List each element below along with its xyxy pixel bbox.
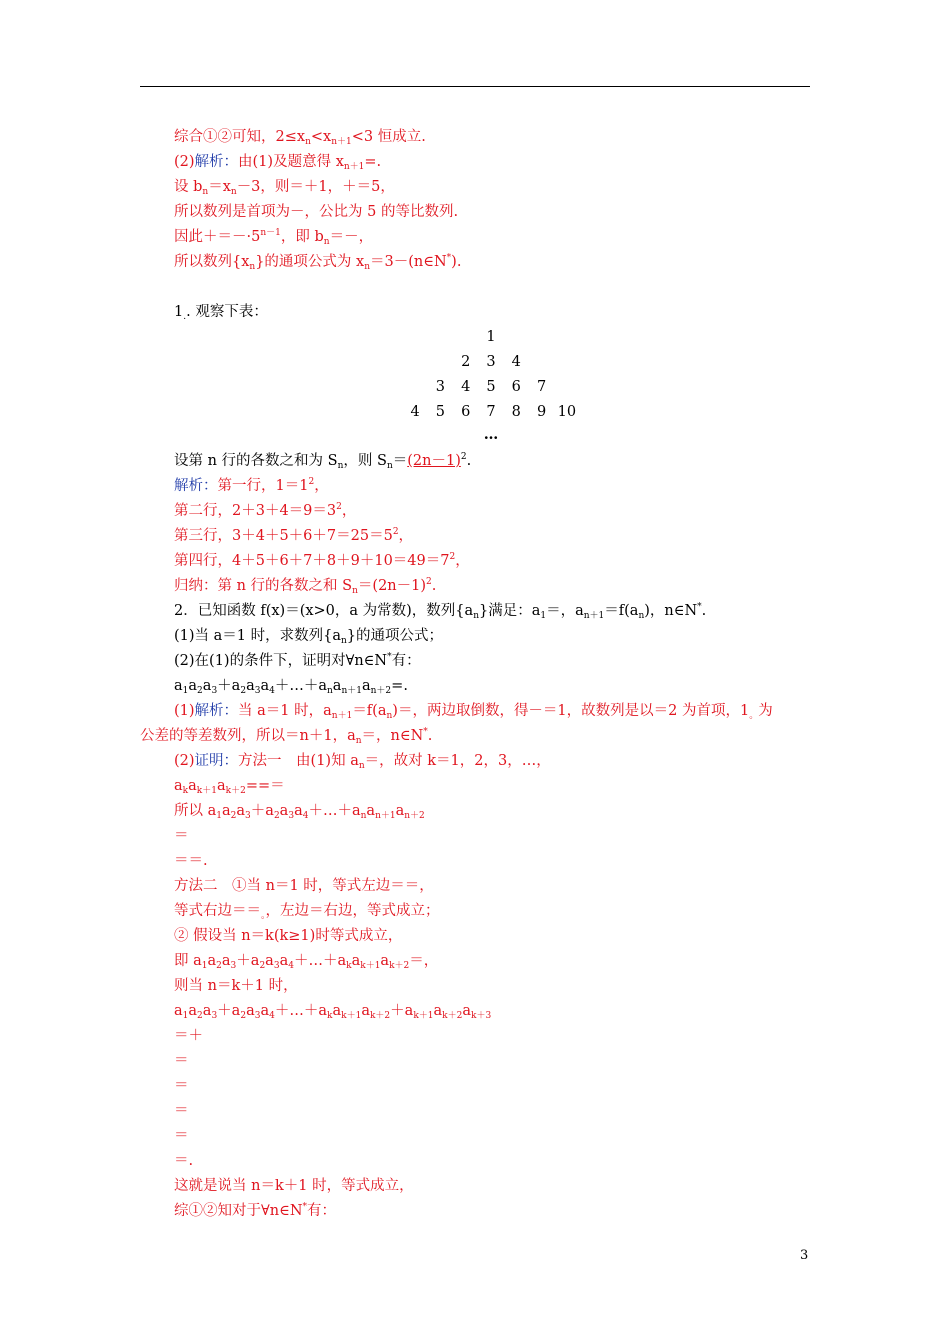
superscript: 2 xyxy=(336,502,342,512)
text-line-28 xyxy=(174,951,438,971)
text-run: a xyxy=(351,953,361,969)
subscript: 4 xyxy=(302,811,309,821)
text-run: 2．已知函数 f(x)＝(x>0，a 为常数)，数列{a xyxy=(174,603,474,619)
text-run: . 观察下表： xyxy=(186,304,268,320)
subscript: n xyxy=(358,761,365,771)
triangle-cell: 3 xyxy=(486,354,496,370)
text-line-17 xyxy=(174,676,408,696)
subscript: 。 xyxy=(749,711,759,721)
text-run: a xyxy=(462,1003,471,1019)
text-run: 归纳：第 n 行的各数之和 S xyxy=(174,578,353,594)
subscript: n xyxy=(230,187,237,197)
text-line-14 xyxy=(174,601,706,621)
triangle-cell: 5 xyxy=(486,379,496,395)
text-run: }的通项公式； xyxy=(346,628,444,644)
text-run: a xyxy=(332,1003,342,1019)
text-run: a xyxy=(221,953,231,969)
text-run: 当 a＝1 时，a xyxy=(238,703,332,719)
subscript: n xyxy=(341,636,347,646)
text-line-37 xyxy=(174,1176,414,1196)
subscript: 1 xyxy=(182,1011,189,1021)
triangle-cell: 5 xyxy=(435,404,445,420)
text-line-3 xyxy=(174,177,395,197)
subscript: n xyxy=(337,461,344,471)
header-rule xyxy=(140,86,810,87)
text-run: 综①②知对于∀n∈N xyxy=(174,1203,303,1219)
text-run: a xyxy=(279,803,289,819)
text-line-30 xyxy=(174,1001,491,1021)
answer-underlined: (2n－1) xyxy=(407,453,461,469)
subscript: 4 xyxy=(269,686,275,696)
text-run: =. xyxy=(391,678,408,694)
text-run: ==＝ xyxy=(245,778,285,794)
subscript: n xyxy=(364,262,371,272)
subscript: n＋1 xyxy=(583,611,605,621)
text-run: (2) xyxy=(174,154,195,170)
text-run: a xyxy=(361,678,371,694)
subscript: k xyxy=(182,786,189,796)
text-run: ＝ xyxy=(392,453,408,469)
text-run: 第三行，3＋4＋5＋6＋7＝25＝5 xyxy=(174,528,393,544)
triangle-cell: 6 xyxy=(511,379,521,395)
subscript: 2 xyxy=(197,686,203,696)
subscript: 2 xyxy=(259,961,266,971)
text-run: a xyxy=(236,803,246,819)
text-run: a xyxy=(294,803,303,819)
superscript: 2 xyxy=(449,552,456,562)
triangle-cell: 9 xyxy=(536,404,547,420)
text-line-11 xyxy=(174,526,413,546)
text-line-15 xyxy=(174,626,443,646)
triangle-cell: 10 xyxy=(557,404,577,420)
subscript: 3 xyxy=(211,1011,218,1021)
text-run: ， xyxy=(398,528,414,544)
subscript: 2 xyxy=(197,1011,203,1021)
text-run: }的通项公式为 x xyxy=(255,254,365,270)
subscript: n xyxy=(386,711,393,721)
text-line-31 xyxy=(174,1026,203,1046)
subscript: 1 xyxy=(201,961,208,971)
text-run: 则当 n＝k＋1 时， xyxy=(174,978,298,994)
text-line-27 xyxy=(174,926,402,946)
text-run: ＋a xyxy=(390,1003,414,1019)
text-run: 第一行，1＝1 xyxy=(217,478,309,494)
text-line-38 xyxy=(174,1201,336,1221)
text-line-13 xyxy=(174,576,436,596)
text-line-2 xyxy=(174,152,381,172)
subscript: k＋1 xyxy=(360,961,381,971)
subscript: n xyxy=(249,262,256,272)
label-run: 解析： xyxy=(194,154,239,170)
superscript: 2 xyxy=(392,527,399,537)
text-run: ② 假设当 n＝k(k≥1)时等式成立， xyxy=(174,928,403,944)
subscript: k＋1 xyxy=(341,1011,362,1021)
text-run: a xyxy=(222,803,231,819)
subscript: k＋3 xyxy=(471,1011,492,1021)
text-line-7 xyxy=(174,302,268,322)
text-line-5 xyxy=(174,227,373,247)
label-run: 解析： xyxy=(194,703,239,719)
triangle-cell: 8 xyxy=(511,404,521,420)
text-run: ＝. xyxy=(174,1153,194,1169)
text-run: ， xyxy=(314,478,329,494)
text-run: ＋…＋a xyxy=(293,953,347,969)
text-line-21 xyxy=(174,776,285,796)
text-run: 所以 a xyxy=(174,803,217,819)
text-line-29 xyxy=(174,976,298,996)
text-run: 有： xyxy=(307,1203,337,1219)
text-run: <3 恒成立. xyxy=(351,129,426,145)
text-run: a xyxy=(202,1003,212,1019)
text-run: ＝，n∈N xyxy=(361,728,424,744)
text-run: 设 b xyxy=(174,179,203,195)
text-run: ，左边＝右边，等式成立； xyxy=(265,903,440,919)
subscript: 3 xyxy=(288,811,295,821)
text-run: ＝3－(n∈N xyxy=(370,254,447,270)
text-run: 公差的等差数列，所以＝n＋1，a xyxy=(140,728,356,744)
text-line-36 xyxy=(174,1151,193,1171)
subscript: 4 xyxy=(288,961,294,971)
text-run: ＝＋ xyxy=(174,1028,203,1044)
text-run: ＝， xyxy=(409,953,439,969)
text-line-20 xyxy=(174,751,551,771)
text-run: ＝(2n－1) xyxy=(357,578,427,594)
subscript: 3 xyxy=(211,686,218,696)
text-run: 第二行，2＋3＋4＝9＝3 xyxy=(174,503,337,519)
text-line-19 xyxy=(140,726,432,746)
text-line-23 xyxy=(174,826,189,846)
text-line-4 xyxy=(174,202,458,222)
text-run: a xyxy=(188,1003,198,1019)
subscript: 2 xyxy=(240,1011,247,1021)
text-run: )＝，两边取倒数，得－＝1，故数列是以＝2 为首项，1 xyxy=(392,703,750,719)
text-run: 所以数列是首项为－，公比为 5 的等比数列. xyxy=(174,204,459,220)
label-run: 解析： xyxy=(174,478,218,494)
subscript: n xyxy=(355,736,362,746)
text-run: 方法二 ①当 n＝1 时，等式左边＝＝， xyxy=(174,878,434,894)
text-run: 第四行，4＋5＋6＋7＋8＋9＋10＝49＝7 xyxy=(174,553,450,569)
text-run: . xyxy=(427,728,433,744)
text-run: ＋…＋a xyxy=(308,803,361,819)
text-line-26 xyxy=(174,901,440,921)
subscript: 2 xyxy=(240,686,247,696)
text-run: ＝x xyxy=(208,179,231,195)
text-run: ＋a xyxy=(250,803,274,819)
text-run: a xyxy=(207,953,217,969)
text-run: a xyxy=(216,778,226,794)
text-run: (2)在(1)的条件下，证明对∀n∈N xyxy=(174,653,388,669)
text-run: 由(1)及题意得 x xyxy=(238,154,344,170)
text-run: a xyxy=(246,1003,255,1019)
text-run: ＝－， xyxy=(329,229,374,245)
triangle-cell: 2 xyxy=(461,354,471,370)
text-run: (1) xyxy=(174,703,195,719)
text-run: ＝ xyxy=(174,1078,189,1094)
text-line-8 xyxy=(174,451,471,471)
text-line-10 xyxy=(174,501,356,521)
subscript: n xyxy=(473,611,479,621)
subscript: n＋1 xyxy=(331,711,353,721)
text-run: a xyxy=(361,1003,370,1019)
text-run: . xyxy=(431,578,437,594)
subscript: k＋2 xyxy=(225,786,246,796)
text-line-32 xyxy=(174,1051,189,1071)
triangle-cell: 4 xyxy=(461,379,471,395)
text-run: ＝＝. xyxy=(174,853,208,869)
text-run: ＝f(a xyxy=(604,603,639,619)
superscript: * xyxy=(302,1202,308,1212)
text-line-1 xyxy=(174,127,426,147)
subscript: n xyxy=(386,461,393,471)
text-run: ＋a xyxy=(236,953,260,969)
superscript: n－1 xyxy=(260,228,281,238)
text-run: a xyxy=(188,678,198,694)
text-run: ＋a xyxy=(217,1003,241,1019)
text-run: 为 xyxy=(758,703,773,719)
text-run: . xyxy=(701,603,707,619)
text-run: a xyxy=(366,803,376,819)
text-run: 综合①②可知，2≤x xyxy=(174,129,306,145)
text-run: (2) xyxy=(174,753,195,769)
subscript: k＋1 xyxy=(413,1011,434,1021)
triangle-cell: 1 xyxy=(486,329,496,345)
text-run: ＋…＋a xyxy=(274,1003,327,1019)
text-run: ＋…＋a xyxy=(274,678,327,694)
subscript: 3 xyxy=(254,686,261,696)
text-run: (1)当 a＝1 时，求数列{a xyxy=(174,628,341,644)
subscript: 2 xyxy=(273,811,280,821)
subscript: 2 xyxy=(216,961,222,971)
subscript: n xyxy=(360,811,367,821)
superscript: * xyxy=(423,727,428,737)
text-run: ，则 S xyxy=(343,453,387,469)
subscript: 1 xyxy=(216,811,222,821)
text-run: }满足：a xyxy=(478,603,541,619)
text-run: ＝ xyxy=(174,1053,189,1069)
subscript: n xyxy=(202,187,209,197)
text-run: 方法一 由(1)知 a xyxy=(238,753,359,769)
superscript: 2 xyxy=(460,452,467,462)
triangle-cell: 3 xyxy=(435,379,445,395)
text-run: <x xyxy=(310,129,332,145)
subscript: k xyxy=(346,961,352,971)
triangle-cell: 4 xyxy=(410,404,420,420)
superscript: * xyxy=(697,602,702,612)
subscript: n xyxy=(323,237,330,247)
superscript: * xyxy=(387,652,392,662)
text-run: a xyxy=(174,778,183,794)
text-line-34 xyxy=(174,1101,189,1121)
subscript: . xyxy=(183,312,187,322)
subscript: n＋1 xyxy=(341,686,362,696)
subscript: n xyxy=(305,137,311,147)
subscript: 3 xyxy=(273,961,280,971)
subscript: n＋2 xyxy=(404,811,425,821)
text-run: a xyxy=(202,678,212,694)
text-run: ＝ xyxy=(174,1128,189,1144)
text-run: 等式右边＝＝ xyxy=(174,903,261,919)
text-run: a xyxy=(188,778,197,794)
text-run: a xyxy=(279,953,289,969)
text-run: ＝，a xyxy=(546,603,584,619)
text-run: a xyxy=(433,1003,443,1019)
triangle-cell: 4 xyxy=(511,354,521,370)
triangle-cell: 7 xyxy=(486,404,496,420)
text-run: a xyxy=(174,678,183,694)
text-run: a xyxy=(260,678,270,694)
subscript: n xyxy=(352,586,358,596)
text-run: a xyxy=(265,953,274,969)
text-run: a xyxy=(260,1003,270,1019)
subscript: n＋2 xyxy=(370,686,392,696)
text-run: ， xyxy=(341,503,357,519)
subscript: n＋1 xyxy=(375,811,396,821)
page-number: 3 xyxy=(800,1248,809,1263)
text-run: 即 a xyxy=(174,953,202,969)
subscript: k xyxy=(327,1011,333,1021)
subscript: 2 xyxy=(230,811,237,821)
text-run: ＋a xyxy=(217,678,241,694)
subscript: 4 xyxy=(269,1011,275,1021)
text-run: ＝f(a xyxy=(352,703,387,719)
text-run: a xyxy=(332,678,342,694)
text-run: 这就是说当 n＝k＋1 时，等式成立， xyxy=(174,1178,414,1194)
triangle-cell: 6 xyxy=(461,404,471,420)
text-run: a xyxy=(380,953,390,969)
text-run: )，n∈N xyxy=(644,603,698,619)
text-run: ，即 b xyxy=(280,229,324,245)
triangle-cell: 7 xyxy=(536,379,547,395)
subscript: 1 xyxy=(540,611,547,621)
text-run: ＝ xyxy=(174,1103,189,1119)
text-line-33 xyxy=(174,1076,189,1096)
subscript: 3 xyxy=(245,811,251,821)
superscript: 2 xyxy=(426,577,432,587)
subscript: k＋2 xyxy=(442,1011,463,1021)
subscript: n＋1 xyxy=(331,137,352,147)
text-run: ＝ xyxy=(174,828,189,844)
text-run: a xyxy=(395,803,405,819)
text-run: 设第 n 行的各数之和为 S xyxy=(174,453,338,469)
text-run: －3，则＝＋1，＋＝5， xyxy=(236,179,395,195)
text-line-25 xyxy=(174,876,434,896)
superscript: 2 xyxy=(308,477,315,487)
text-run: 1 xyxy=(174,304,184,320)
text-run: 有： xyxy=(391,653,421,669)
subscript: k＋2 xyxy=(369,1011,391,1021)
text-line-12 xyxy=(174,551,470,571)
text-line-18 xyxy=(174,701,773,721)
text-run: . xyxy=(466,453,472,469)
subscript: 。 xyxy=(261,911,266,921)
text-line-24 xyxy=(174,851,208,871)
text-run: 所以数列{x xyxy=(174,254,250,270)
subscript: n xyxy=(638,611,645,621)
text-line-22 xyxy=(174,801,425,821)
superscript: * xyxy=(446,253,452,263)
text-line-6 xyxy=(174,252,461,272)
text-line-9 xyxy=(174,476,329,496)
text-line-35 xyxy=(174,1126,189,1146)
subscript: n＋1 xyxy=(343,162,365,172)
subscript: 3 xyxy=(254,1011,261,1021)
text-run: ， xyxy=(455,553,470,569)
text-run: ). xyxy=(451,254,462,270)
text-run: ＝，故对 k＝1，2，3，…， xyxy=(364,753,551,769)
subscript: k＋1 xyxy=(196,786,217,796)
text-line-16 xyxy=(174,651,421,671)
subscript: 1 xyxy=(182,686,189,696)
triangle-ellipsis: … xyxy=(483,426,499,443)
subscript: n xyxy=(327,686,333,696)
label-run: 证明： xyxy=(194,753,239,769)
text-run: a xyxy=(246,678,255,694)
text-run: 因此＋＝－·5 xyxy=(174,229,261,245)
text-run: =. xyxy=(364,154,382,170)
subscript: k＋2 xyxy=(389,961,410,971)
subscript: 3 xyxy=(230,961,237,971)
text-run: a xyxy=(174,1003,183,1019)
